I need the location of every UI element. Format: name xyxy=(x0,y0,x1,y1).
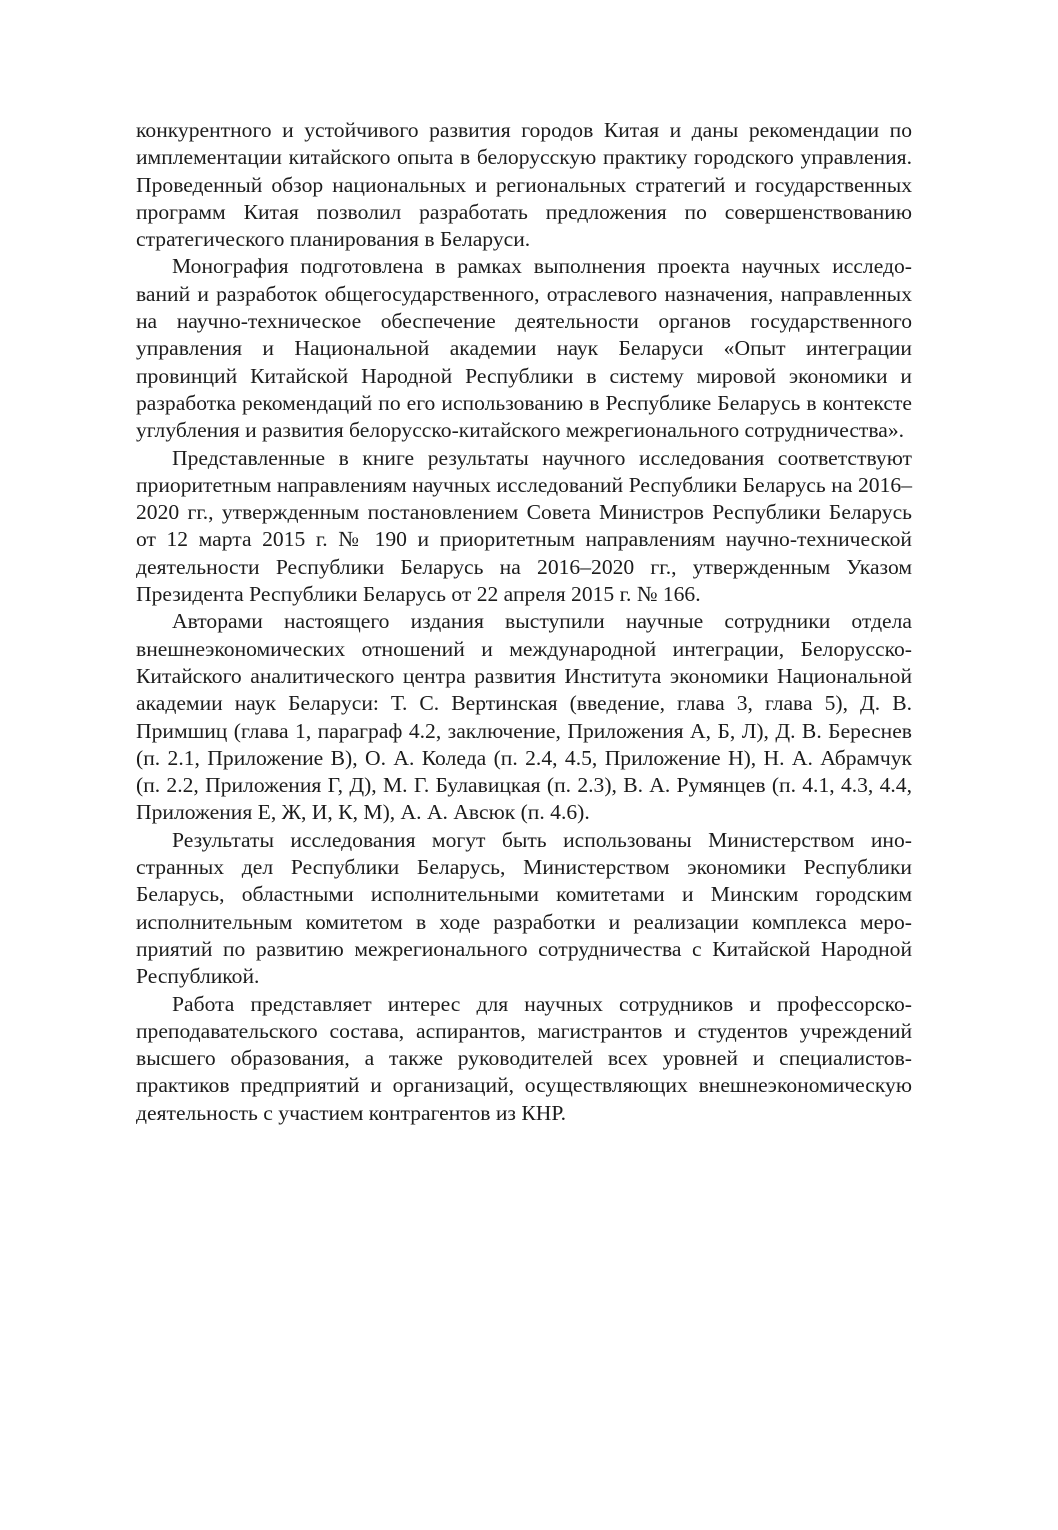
paragraph-audience: Работа представляет интерес для научных сотрудников и профессорско-преподавательского состава, аспирантов, магистрантов и студентов учреждений высшего образования, а также руководителей всех уровней и специалистов-практиков предприятий и организаций, осуществляющих внешнеэкономическую деятельность с участием контрагентов из КНР. xyxy=(136,991,912,1125)
paragraph-monograph-project: Монография подготовлена в рамках выполнения проекта научных исследований и разработок общегосударственного, отраслевого назначения, направленных на научно-техническое обеспечение деятельности органов государственного управления и Национальной академии наук Беларуси «Опыт интеграции провинций Китайской Народной Республики в систему мировой экономики и разработка рекомендаций по его использованию в Республике Беларусь в контексте углубления и развития белорусско-китайского межрегионального сотрудничества». xyxy=(136,254,912,443)
paragraph-authors: Авторами настоящего издания выступили научные сотрудники отдела внешнеэкономических отношений и международной интеграции, Белорусско-Китайского аналитического центра развития Института экономики Национальной академии наук Беларуси: Т. С. Вертинская (введение, глава 3, глава 5), Д. В. Примшиц (глава 1, параграф 4.2, заключение, Приложения А, Б, Л), Д. В. Береснев (п. 2.1, Приложение В), О. А. Коледа (п. 2.4, 4.5, Приложение Н), Н. А. Абрамчук (п. 2.2, Приложения Г, Д), М. Г. Булавицкая (п. 2.3), В. А. Румянцев (п. 4.1, 4.3, 4.4, Приложения Е, Ж, И, К, М), А. А. Авсюк (п. 4.6). xyxy=(136,609,912,825)
page-body xyxy=(136,117,912,1127)
paragraph-usage: Результаты исследования могут быть использованы Министерством иностранных дел Республики Беларусь, Министерством экономики Республики Беларусь, областными исполнительными комитетами и Минским городским исполнительным комитетом в ходе разработки и реализации комплекса мероприятий по развитию межрегионального сотрудничества с Китайской Народной Республикой. xyxy=(136,827,912,989)
paragraph-continuation: конкурентного и устойчивого развития городов Китая и даны рекомендации по имплементации китайского опыта в белорусскую практику городского управления. Проведенный обзор национальных и региональных стратегий и государственных программ Китая позволил разработать предложения по совершенствованию стратегического планирования в Беларуси. xyxy=(136,118,912,252)
paragraph-priority-directions: Представленные в книге результаты научного исследования соответствуют приоритетным направлениям научных исследований Республики Беларусь на 2016–2020 гг., утвержденным постановлением Совета Министров Республики Беларусь от 12 марта 2015 г. № 190 и приоритетным направлениям научно-технической деятельности Республики Беларусь на 2016–2020 гг., утвержденным Указом Президента Республики Беларусь от 22 апреля 2015 г. № 166. xyxy=(136,445,912,607)
